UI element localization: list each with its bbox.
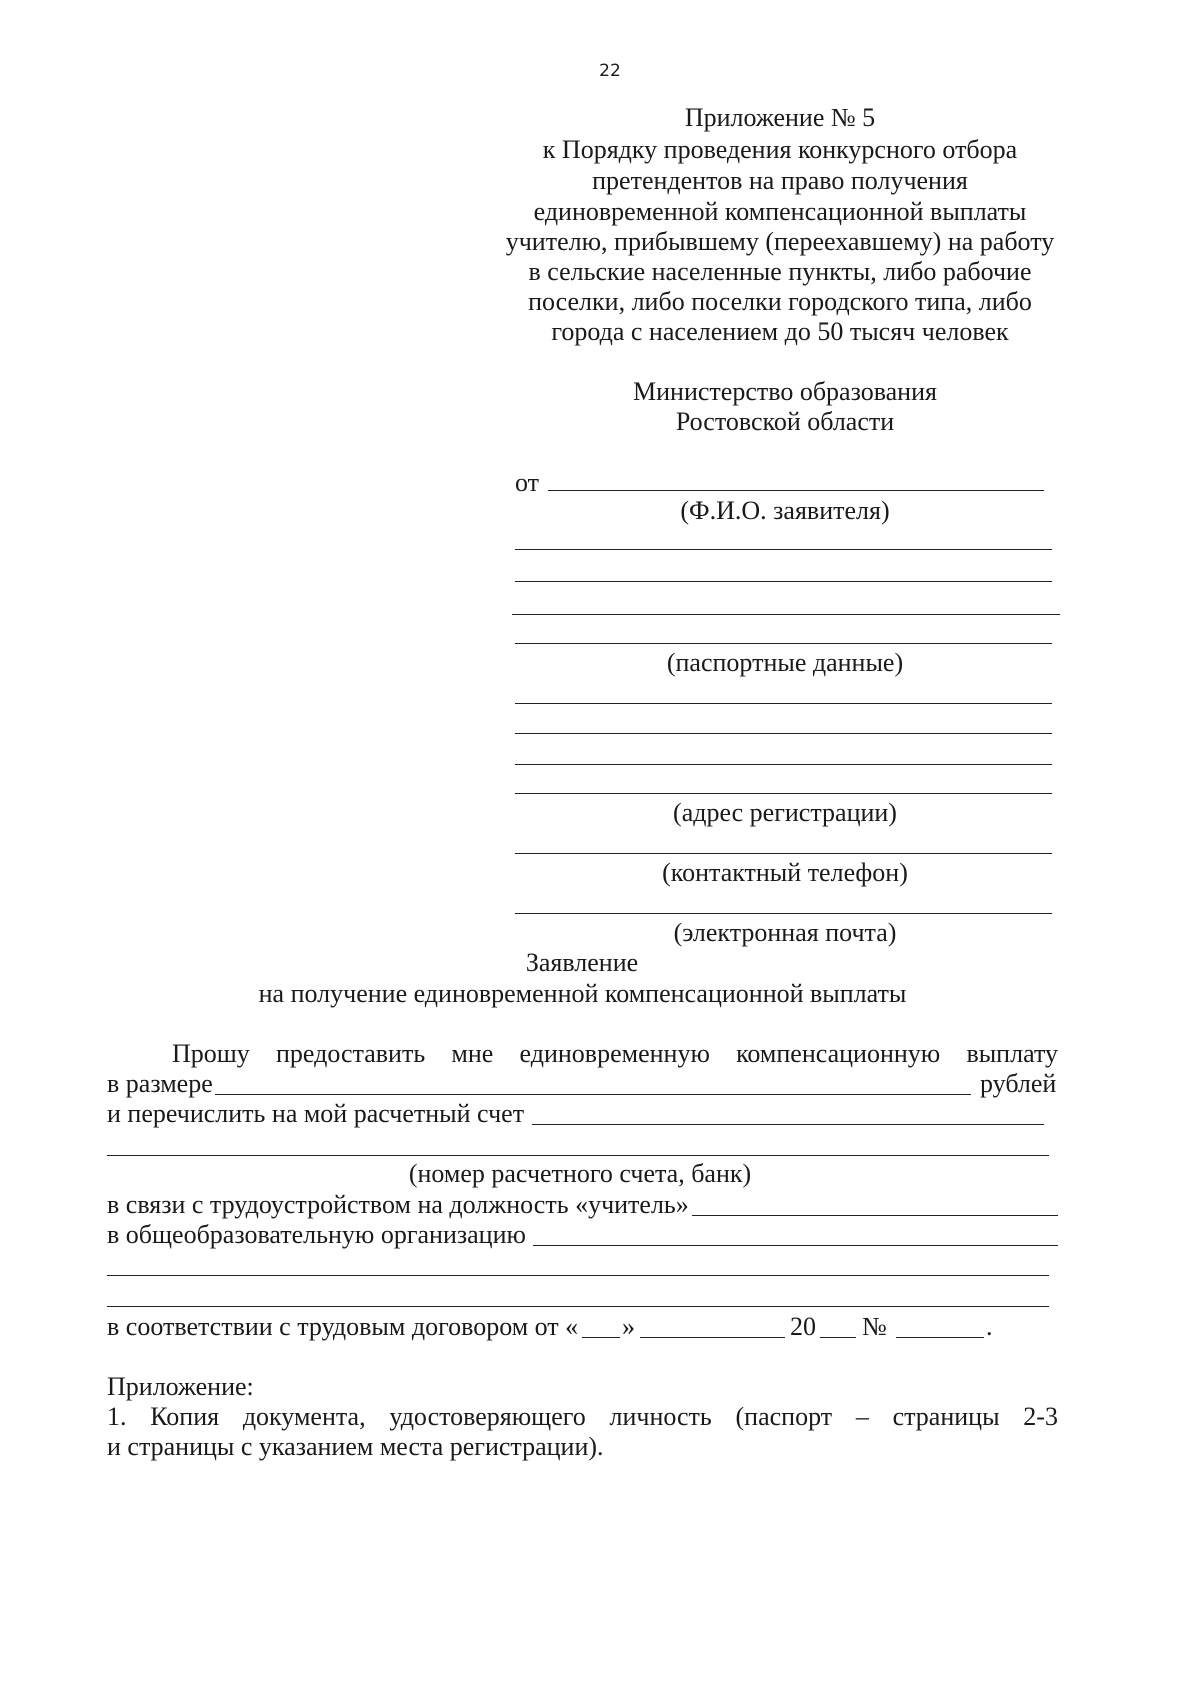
account-line-1 <box>532 1124 1044 1125</box>
word: единовременную <box>519 1039 710 1068</box>
word: мне <box>451 1039 494 1068</box>
passport-line-1 <box>515 549 1052 550</box>
account-line-2 <box>107 1155 1049 1156</box>
fio-line <box>548 490 1044 491</box>
page-number: 22 <box>599 61 621 81</box>
appendix-line-6: поселки, либо поселки городского типа, либо <box>528 287 1032 316</box>
word: выплату <box>966 1039 1058 1068</box>
passport-caption: (паспортные данные) <box>666 648 904 677</box>
amount-suffix: рублей <box>980 1069 1057 1098</box>
word: удостоверяющего <box>389 1402 586 1431</box>
word: Копия <box>150 1402 220 1431</box>
appendix-line-1: к Порядку проведения конкурсного отбора <box>542 135 1018 164</box>
attachment-item-1 <box>107 1401 1058 1433</box>
passport-line-4 <box>515 643 1052 644</box>
address-caption: (адрес регистрации) <box>673 798 897 827</box>
appendix-line-4: учителю, прибывшему (переехавшему) на работу <box>505 227 1055 256</box>
word: компенсационную <box>736 1039 941 1068</box>
position-line <box>692 1215 1058 1216</box>
attachment-item-1-cont: и страницы с указанием места регистрации). <box>107 1432 604 1461</box>
request-line-1 <box>172 1038 1058 1070</box>
contract-prefix: в соответствии с трудовым договором от « <box>107 1312 579 1341</box>
position-prefix: в связи с трудоустройством на должность «учитель» <box>107 1190 689 1219</box>
word: 1. <box>107 1402 127 1431</box>
passport-line-2 <box>515 581 1052 582</box>
attachments-label: Приложение: <box>107 1372 254 1401</box>
word: документа, <box>242 1402 366 1431</box>
contract-number-line <box>896 1337 984 1338</box>
word: личность <box>609 1402 712 1431</box>
word: Прошу <box>172 1039 250 1068</box>
appendix-line-3: единовременной компенсационной выплаты <box>533 197 1027 226</box>
passport-line-3 <box>512 614 1060 615</box>
contract-month-line <box>640 1337 785 1338</box>
address-line-1 <box>515 703 1052 704</box>
contract-day-line <box>582 1337 620 1338</box>
word: 2-3 <box>1023 1402 1058 1431</box>
amount-prefix: в размере <box>107 1069 213 1098</box>
statement-subtitle: на получение единовременной компенсационной выплаты <box>258 979 907 1008</box>
email-caption: (электронная почта) <box>673 918 897 947</box>
contract-year-line <box>820 1337 856 1338</box>
contract-quote-close: » <box>622 1312 635 1341</box>
contract-year: 20 <box>790 1312 816 1341</box>
word: – <box>855 1402 869 1431</box>
fio-caption: (Ф.И.О. заявителя) <box>680 496 890 525</box>
amount-line <box>215 1094 971 1095</box>
word: страницы <box>892 1402 1000 1431</box>
statement-title: Заявление <box>525 948 639 977</box>
recipient-line-1: Министерство образования <box>633 377 937 406</box>
email-line <box>515 913 1052 914</box>
appendix-line-2: претендентов на право получения <box>592 166 968 195</box>
appendix-title: Приложение № 5 <box>684 103 876 132</box>
org-line-2 <box>107 1275 1049 1276</box>
contract-end: . <box>986 1312 993 1341</box>
word: (паспорт <box>735 1402 833 1431</box>
address-line-4 <box>515 793 1052 794</box>
org-prefix: в общеобразовательную организацию <box>107 1220 526 1249</box>
contract-number-sign: № <box>862 1312 887 1341</box>
account-prefix: и перечислить на мой расчетный счет <box>107 1099 525 1128</box>
appendix-line-7: города с населением до 50 тысяч человек <box>551 317 1009 346</box>
word: предоставить <box>276 1039 426 1068</box>
address-line-2 <box>515 733 1052 734</box>
phone-caption: (контактный телефон) <box>662 858 908 887</box>
address-line-3 <box>515 764 1052 765</box>
recipient-line-2: Ростовской области <box>675 407 895 436</box>
from-label: от <box>515 468 540 497</box>
appendix-line-5: в сельские населенные пункты, либо рабочие <box>528 257 1032 286</box>
org-line-1 <box>533 1245 1058 1246</box>
org-line-3 <box>107 1306 1049 1307</box>
account-caption: (номер расчетного счета, банк) <box>408 1159 752 1188</box>
phone-line <box>515 853 1052 854</box>
